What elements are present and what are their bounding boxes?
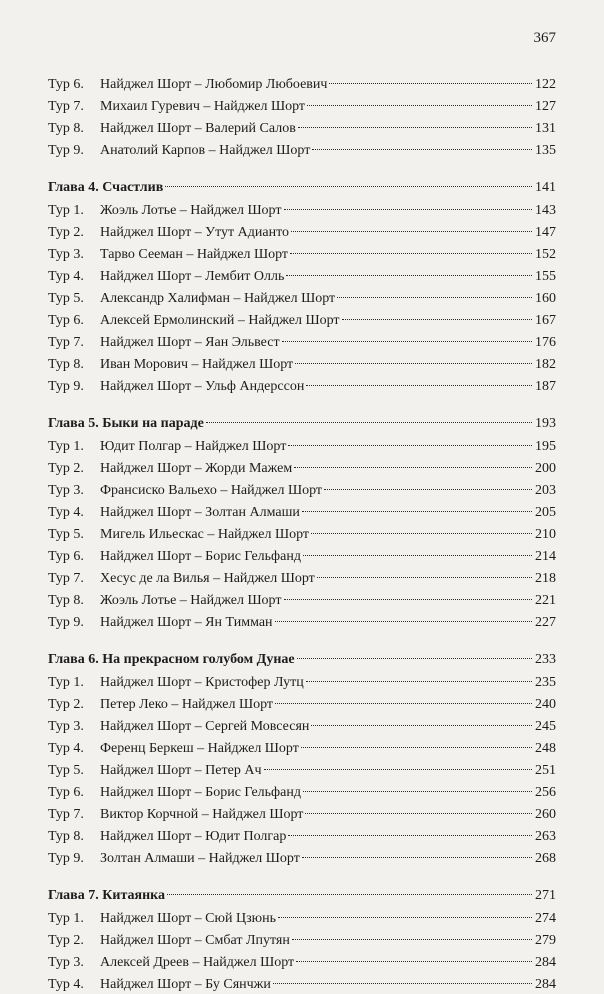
round-label: Тур 8. — [48, 357, 84, 373]
dot-leader — [337, 297, 532, 298]
game-title: Михаил Гуревич – Найджел Шорт — [100, 99, 306, 115]
dot-leader — [311, 533, 532, 534]
page-ref: 233 — [535, 652, 556, 668]
game-title: Найджел Шорт – Утут Адианто — [100, 224, 290, 240]
game-entry — [48, 849, 556, 868]
dot-leader — [290, 253, 532, 254]
dot-leader — [297, 658, 532, 659]
dot-leader — [311, 725, 532, 726]
game-title: Найджел Шорт – Бу Сянчжи — [100, 976, 271, 992]
dot-leader — [165, 186, 532, 187]
game-title: Франсиско Вальехо – Найджел Шорт — [100, 482, 323, 498]
page-ref: 227 — [535, 615, 556, 631]
round-label: Тур 8. — [48, 593, 84, 609]
game-entry — [48, 525, 556, 544]
dot-leader — [291, 231, 532, 232]
game-entry — [48, 289, 556, 308]
game-entry — [48, 591, 556, 610]
dot-leader — [278, 917, 532, 918]
dot-leader — [286, 275, 532, 276]
page-ref: 260 — [535, 807, 556, 823]
page-ref: 195 — [535, 438, 556, 454]
page-ref: 245 — [535, 718, 556, 734]
round-label: Тур 2. — [48, 460, 84, 476]
round-label: Тур 6. — [48, 785, 84, 800]
page-ref: 167 — [535, 313, 556, 328]
round-label: Тур 3. — [48, 954, 84, 970]
game-entry — [48, 739, 556, 758]
page-ref: 141 — [535, 180, 556, 196]
dot-leader — [296, 961, 532, 962]
dot-leader — [294, 467, 532, 468]
game-entry — [48, 377, 556, 396]
game-title: Найджел Шорт – Борис Гельфанд — [100, 549, 301, 564]
dot-leader — [275, 621, 532, 622]
game-title: Найджел Шорт – Смбат Лпутян — [100, 932, 290, 948]
round-label: Тур 3. — [48, 246, 84, 262]
dot-leader — [292, 939, 532, 940]
dot-leader — [303, 791, 532, 792]
game-entry — [48, 141, 556, 160]
game-entry — [48, 119, 556, 138]
game-entry — [48, 355, 556, 374]
game-title: Найджел Шорт – Юдит Полгар — [100, 829, 287, 845]
page-ref: 203 — [535, 482, 556, 498]
game-title: Найджел Шорт – Ян Тимман — [100, 615, 273, 631]
dot-leader — [307, 105, 532, 106]
page-ref: 147 — [535, 224, 556, 240]
game-entry — [48, 931, 556, 950]
page-ref: 248 — [535, 740, 556, 756]
round-label: Тур 1. — [48, 438, 84, 454]
game-title: Найджел Шорт – Кристофер Лутц — [100, 674, 304, 690]
game-entry — [48, 761, 556, 780]
round-label: Тур 7. — [48, 807, 84, 823]
game-entry — [48, 75, 556, 94]
game-entry — [48, 717, 556, 736]
chapter-title: Глава 5. Быки на параде — [48, 416, 204, 432]
game-entry — [48, 673, 556, 692]
dot-leader — [317, 577, 532, 578]
dot-leader — [305, 813, 532, 814]
game-entry — [48, 547, 556, 566]
dot-leader — [288, 835, 532, 836]
dot-leader — [288, 445, 532, 446]
game-entry — [48, 953, 556, 972]
game-title: Найджел Шорт – Жорди Мажем — [100, 460, 293, 476]
game-entry — [48, 975, 556, 994]
game-entry — [48, 805, 556, 824]
dot-leader — [206, 422, 532, 423]
game-title: Анатолий Карпов – Найджел Шорт — [100, 143, 311, 159]
game-title: Найджел Шорт – Любомир Любоевич — [100, 77, 328, 92]
game-title: Ференц Беркеш – Найджел Шорт — [100, 740, 299, 756]
game-title: Алексей Ермолинский – Найджел Шорт — [100, 313, 340, 328]
game-entry — [48, 613, 556, 632]
chapter-entry — [48, 178, 556, 197]
page-ref: 235 — [535, 674, 556, 690]
game-title: Найджел Шорт – Золтан Алмаши — [100, 504, 300, 520]
game-entry — [48, 827, 556, 846]
round-label: Тур 5. — [48, 762, 84, 778]
page-ref: 143 — [535, 202, 556, 218]
game-title: Виктор Корчной – Найджел Шорт — [100, 807, 304, 823]
chapter-title: Глава 7. Китаянка — [48, 888, 166, 904]
round-label: Тур 7. — [48, 335, 84, 351]
page-ref: 155 — [535, 268, 556, 284]
dot-leader — [302, 857, 532, 858]
round-label: Тур 3. — [48, 482, 84, 498]
game-title: Алексей Дреев – Найджел Шорт — [100, 954, 295, 970]
round-label: Тур 7. — [48, 99, 84, 115]
game-title: Александр Халифман – Найджел Шорт — [100, 290, 336, 306]
page-ref: 279 — [535, 932, 556, 948]
game-entry — [48, 267, 556, 286]
round-label: Тур 3. — [48, 718, 84, 734]
page-number: 367 — [533, 30, 556, 46]
chapter-entry — [48, 886, 556, 905]
round-label: Тур 5. — [48, 290, 84, 306]
game-title: Найджел Шорт – Валерий Салов — [100, 121, 296, 137]
page-ref: 271 — [535, 888, 556, 904]
page-ref: 182 — [535, 357, 556, 373]
dot-leader — [306, 385, 532, 386]
round-label: Тур 9. — [48, 615, 84, 631]
page-ref: 218 — [535, 571, 556, 587]
game-entry — [48, 909, 556, 928]
round-label: Тур 6. — [48, 313, 84, 328]
dot-leader — [312, 149, 532, 150]
dot-leader — [167, 894, 532, 895]
round-label: Тур 4. — [48, 504, 84, 520]
game-title: Юдит Полгар – Найджел Шорт — [100, 438, 287, 454]
chapter-title: Глава 6. На прекрасном голубом Дунае — [48, 652, 295, 668]
dot-leader — [275, 703, 532, 704]
page-ref: 210 — [535, 526, 556, 542]
chapter-title: Глава 4. Счастлив — [48, 180, 164, 196]
round-label: Тур 2. — [48, 696, 84, 712]
dot-leader — [295, 363, 532, 364]
game-entry — [48, 783, 556, 802]
game-entry — [48, 333, 556, 352]
dot-leader — [329, 83, 532, 84]
page-ref: 135 — [535, 143, 556, 159]
round-label: Тур 9. — [48, 143, 84, 159]
round-label: Тур 2. — [48, 224, 84, 240]
dot-leader — [284, 209, 533, 210]
game-entry — [48, 223, 556, 242]
game-title: Мигель Ильескас – Найджел Шорт — [100, 526, 310, 542]
game-title: Найджел Шорт – Сюй Цзюнь — [100, 910, 276, 926]
round-label: Тур 5. — [48, 526, 84, 542]
game-title: Тарво Сееман – Найджел Шорт — [100, 246, 289, 262]
page-ref: 127 — [535, 99, 556, 115]
game-entry — [48, 503, 556, 522]
dot-leader — [264, 769, 533, 770]
round-label: Тур 8. — [48, 121, 84, 137]
game-entry — [48, 201, 556, 220]
page-ref: 274 — [535, 910, 556, 926]
chapter-entry — [48, 414, 556, 433]
game-title: Жоэль Лотье – Найджел Шорт — [100, 593, 282, 609]
page-ref: 251 — [535, 762, 556, 778]
page-ref: 240 — [535, 696, 556, 712]
page-ref: 221 — [535, 593, 556, 609]
round-label: Тур 1. — [48, 674, 84, 690]
dot-leader — [324, 489, 532, 490]
game-entry — [48, 245, 556, 264]
game-title: Найджел Шорт – Петер Ач — [100, 762, 262, 778]
game-entry — [48, 695, 556, 714]
game-entry — [48, 311, 556, 330]
round-label: Тур 7. — [48, 571, 84, 587]
round-label: Тур 4. — [48, 740, 84, 756]
page-ref: 152 — [535, 246, 556, 262]
game-title: Хесус де ла Вилья – Найджел Шорт — [100, 571, 315, 587]
game-title: Найджел Шорт – Яан Эльвест — [100, 335, 280, 351]
page-ref: 205 — [535, 504, 556, 520]
dot-leader — [303, 555, 532, 556]
round-label: Тур 4. — [48, 976, 84, 992]
game-title: Найджел Шорт – Лембит Олль — [100, 268, 285, 284]
page-ref: 268 — [535, 851, 556, 867]
page-ref: 284 — [535, 976, 556, 992]
page-ref: 176 — [535, 335, 556, 351]
game-title: Найджел Шорт – Борис Гельфанд — [100, 785, 301, 800]
page-ref: 263 — [535, 829, 556, 845]
page-ref: 187 — [535, 379, 556, 395]
round-label: Тур 6. — [48, 77, 84, 92]
chapter-entry — [48, 650, 556, 669]
game-title: Найджел Шорт – Сергей Мовсесян — [100, 718, 310, 734]
round-label: Тур 9. — [48, 851, 84, 867]
page-ref: 256 — [535, 785, 556, 800]
page-ref: 284 — [535, 954, 556, 970]
game-entry — [48, 437, 556, 456]
round-label: Тур 1. — [48, 910, 84, 926]
dot-leader — [282, 341, 532, 342]
page-ref: 214 — [535, 549, 556, 564]
game-title: Золтан Алмаши – Найджел Шорт — [100, 851, 300, 867]
game-title: Петер Леко – Найджел Шорт — [100, 696, 274, 712]
game-title: Жоэль Лотье – Найджел Шорт — [100, 202, 282, 218]
round-label: Тур 8. — [48, 829, 84, 845]
page-ref: 131 — [535, 121, 556, 137]
round-label: Тур 4. — [48, 268, 84, 284]
round-label: Тур 1. — [48, 202, 84, 218]
round-label: Тур 2. — [48, 932, 84, 948]
dot-leader — [302, 511, 532, 512]
dot-leader — [284, 599, 533, 600]
page-ref: 122 — [535, 77, 556, 92]
page-ref: 160 — [535, 290, 556, 306]
dot-leader — [342, 319, 532, 320]
dot-leader — [273, 983, 532, 984]
game-entry — [48, 459, 556, 478]
page-ref: 193 — [535, 416, 556, 432]
game-entry — [48, 569, 556, 588]
game-title: Найджел Шорт – Ульф Андерссон — [100, 379, 305, 395]
dot-leader — [298, 127, 532, 128]
game-entry — [48, 97, 556, 116]
round-label: Тур 9. — [48, 379, 84, 395]
page-ref: 200 — [535, 460, 556, 476]
game-title: Иван Морович – Найджел Шорт — [100, 357, 294, 373]
dot-leader — [306, 681, 532, 682]
game-entry — [48, 481, 556, 500]
round-label: Тур 6. — [48, 549, 84, 564]
dot-leader — [301, 747, 532, 748]
